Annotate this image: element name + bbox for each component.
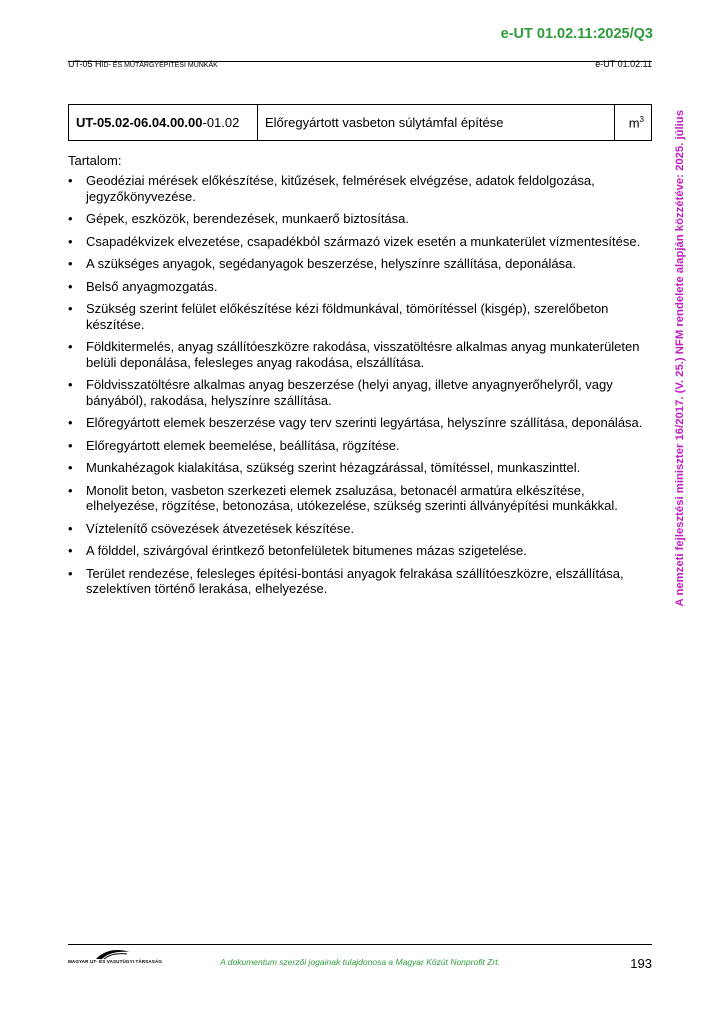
unit-base: m bbox=[628, 115, 640, 131]
list-item bbox=[68, 377, 648, 408]
list-item bbox=[68, 438, 648, 454]
list-item bbox=[68, 173, 648, 204]
bullet-icon: • bbox=[68, 437, 73, 453]
list-item bbox=[68, 483, 648, 514]
item-code-main: UT-05.02-06.04.00.00 bbox=[76, 115, 203, 130]
running-header bbox=[68, 59, 652, 69]
bullet-icon: • bbox=[68, 278, 73, 294]
list-item bbox=[68, 279, 648, 295]
list-item-text: Földvisszatöltésre alkalmas anyag beszerzése (helyi anyag, illetve anyagnyerőhelyről, vagy bányából), rakodása, helyszínre szállítása. bbox=[86, 377, 613, 408]
bullet-icon: • bbox=[68, 520, 73, 536]
copyright-notice: A dokumentum szerzői jogainak tulajdonosa a Magyar Közút Nonprofit Zrt. bbox=[220, 957, 500, 967]
unit-exponent: 3 bbox=[639, 114, 644, 124]
section-code: e-UT 01.02.11 bbox=[595, 59, 652, 69]
document-code: e-UT 01.02.11:2025/Q3 bbox=[500, 26, 653, 42]
section-title-smallcaps: ÍD- ÉS MŰTÁRGYÉPÍTÉSI MUNKÁK bbox=[101, 62, 218, 69]
logo-text: MAGYAR UT- ÉS VASUTÜGYI TÁRSASÁG bbox=[68, 959, 163, 964]
content-list bbox=[68, 173, 648, 604]
list-item bbox=[68, 301, 648, 332]
item-code bbox=[69, 105, 258, 141]
list-item bbox=[68, 543, 648, 559]
list-item-text: Földkitermelés, anyag szállítóeszközre rakodása, visszatöltésre alkalmas anyag munkaterületen belüli deponálása, felesleges anyag rakodása, elszállítása. bbox=[86, 339, 640, 370]
footer-divider bbox=[68, 944, 652, 945]
list-item-text: Víztelenítő csövezések átvezetések készítése. bbox=[86, 520, 355, 536]
content-title: Tartalom: bbox=[68, 153, 122, 168]
bullet-icon: • bbox=[68, 460, 73, 475]
side-note-text: A nemzeti fejlesztési miniszter 16/2017. (V. 25.) NFM rendelete alapján közzétéve: 2025. július bbox=[674, 110, 686, 607]
list-item-text: Csapadékvizek elvezetése, csapadékból származó vizek esetén a munkaterület vízmentesítése. bbox=[86, 233, 641, 249]
list-item-text: Előregyártott elemek beemelése, beállítása, rögzítése. bbox=[86, 437, 400, 453]
list-item bbox=[68, 339, 648, 370]
item-header-table bbox=[68, 104, 652, 141]
list-item bbox=[68, 460, 648, 476]
bullet-icon: • bbox=[68, 211, 73, 226]
item-code-suffix: -01.02 bbox=[202, 115, 240, 130]
bullet-icon: • bbox=[68, 256, 73, 271]
list-item bbox=[68, 234, 648, 250]
bullet-icon: • bbox=[68, 173, 73, 188]
bullet-icon: • bbox=[68, 415, 73, 430]
list-item bbox=[68, 415, 648, 431]
list-item-text: Belső anyagmozgatás. bbox=[86, 278, 218, 294]
list-item-text: A földdel, szivárgóval érintkező betonfelületek bitumenes mázas szigetelése. bbox=[86, 543, 527, 558]
item-title: Előregyártott vasbeton súlytámfal építése bbox=[258, 105, 615, 141]
bullet-icon: • bbox=[68, 543, 73, 558]
section-title-prefix: UT-05 H bbox=[68, 59, 102, 69]
bullet-icon: • bbox=[68, 233, 73, 249]
list-item bbox=[68, 521, 648, 537]
bullet-icon: • bbox=[68, 377, 73, 392]
bullet-icon: • bbox=[68, 339, 73, 354]
bullet-icon: • bbox=[68, 482, 73, 498]
list-item bbox=[68, 211, 648, 227]
list-item bbox=[68, 566, 648, 597]
list-item bbox=[68, 256, 648, 272]
list-item-text: Terület rendezése, felesleges építési-bontási anyagok felrakása szállítóeszközre, elszállítása, szelektíven történő lerakása, elhelyezése. bbox=[86, 565, 624, 596]
list-item-text: Előregyártott elemek beszerzése vagy terv szerinti legyártása, helyszínre szállítása, deponálása. bbox=[86, 415, 643, 430]
bullet-icon: • bbox=[68, 301, 73, 316]
list-item-text: A szükséges anyagok, segédanyagok beszerzése, helyszínre szállítása, deponálása. bbox=[86, 256, 576, 271]
list-item-text: Munkahézagok kialakítása, szükség szerint hézagzárással, tömítéssel, munkaszinttel. bbox=[86, 460, 581, 475]
item-unit bbox=[615, 105, 652, 141]
list-item-text: Geodéziai mérések előkészítése, kitűzések, felmérések elvégzése, adatok feldolgozása, jegyzőkönyvezése. bbox=[86, 173, 595, 204]
section-title bbox=[68, 59, 218, 71]
list-item-text: Gépek, eszközök, berendezések, munkaerő biztosítása. bbox=[86, 211, 410, 226]
page-number: 193 bbox=[630, 956, 652, 971]
publication-side-note bbox=[671, 110, 691, 630]
list-item-text: Szükség szerint felület előkészítése kézi földmunkával, tömörítéssel (kisgép), szerelőbeton készítése. bbox=[86, 301, 609, 332]
list-item-text: Monolit beton, vasbeton szerkezeti elemek zsaluzása, betonacél armatúra elkészítése, elhelyezése, rögzítése, betonozása, utókezelése, szükség szerinti állványépítési munkákkal. bbox=[86, 482, 618, 513]
bullet-icon: • bbox=[68, 565, 73, 581]
